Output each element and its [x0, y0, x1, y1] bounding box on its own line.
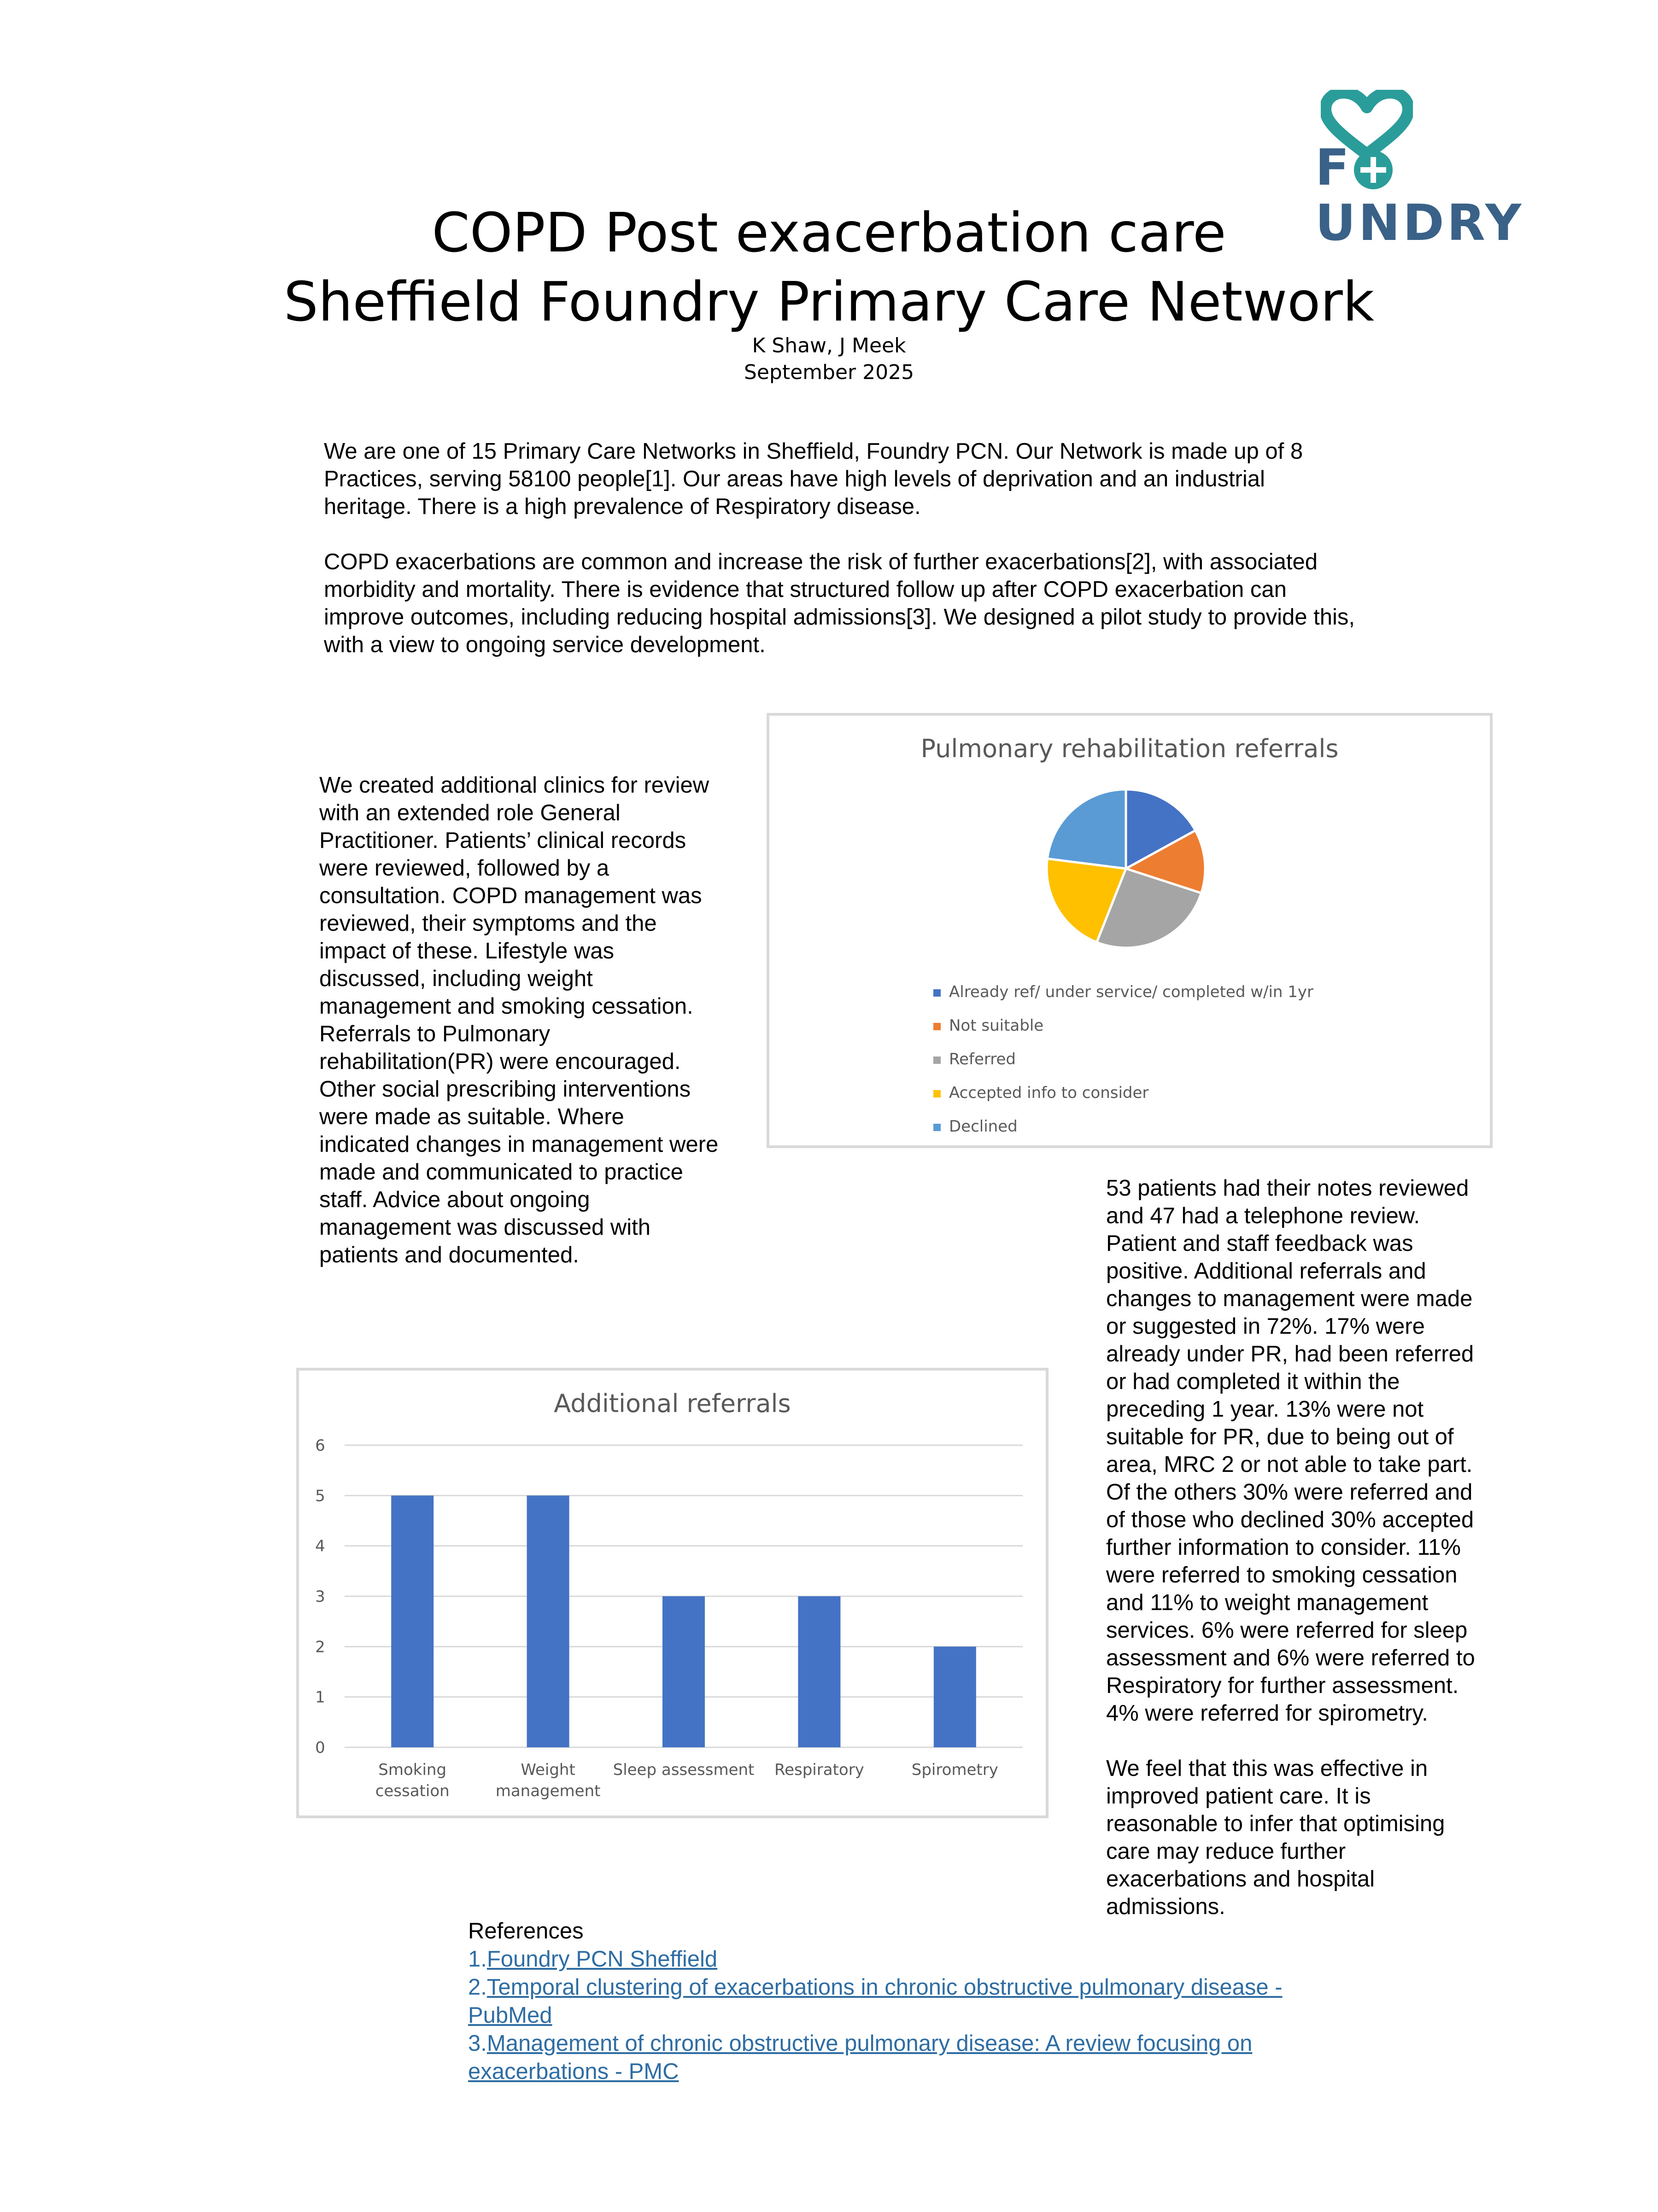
bar-5 — [934, 1646, 976, 1747]
reference-3-link[interactable]: Management of chronic obstructive pulmonary disease: A review focusing on exacerbations - PMC — [468, 2031, 1253, 2084]
pie-legend-swatch-5 — [933, 1124, 941, 1131]
bar-1 — [391, 1495, 434, 1747]
pie-legend-swatch-1 — [933, 989, 941, 997]
bar-category-label-2: Weight management — [495, 1761, 601, 1800]
bar-ytick-label-5: 5 — [315, 1487, 325, 1506]
logo-letter-f: F — [1315, 139, 1352, 197]
reference-2-number: 2. — [468, 1975, 487, 2000]
title-line-2: Sheffield Foundry Primary Care Network — [283, 270, 1375, 333]
bar-category-label-4: Respiratory — [774, 1761, 864, 1779]
bar-category-label-3: Sleep assessment — [613, 1761, 755, 1779]
results-paragraph-1: 53 patients had their notes reviewed and 47 had a telephone review. Patient and staff feedback was positive. Additional referrals and changes to management were made or suggested in 72%. 17% were already under PR, had been referred or had completed it within the preceding 1 year. 13% were not suitable for PR, due to being out of area, MRC 2 or not able to take part. Of the others 30% were referred and of those who declined 30% accepted further information to consider. 11% were referred to smoking cessation and 11% to weight management services. 6% were referred for sleep assessment and 6% were referred to Respiratory for further assessment. 4% were referred for spirometry. — [1106, 1176, 1475, 1726]
results-paragraph-2: We feel that this was effective in improved patient care. It is reasonable to infer that optimising care may reduce further exacerbations and hospital admissions. — [1106, 1756, 1445, 1919]
logo-plus-o-icon — [1354, 151, 1393, 189]
pie-legend-item-2 — [949, 1016, 1043, 1035]
references-heading: References — [468, 1919, 584, 1944]
reference-1 — [468, 1945, 1306, 1973]
reference-3-number: 3. — [468, 2031, 487, 2056]
reference-2 — [468, 1973, 1306, 2030]
bar-category-label-1: Smoking cessation — [375, 1761, 450, 1800]
intro-section — [324, 438, 1356, 659]
references-section — [468, 1917, 1306, 2086]
results-section — [1106, 1174, 1488, 1920]
reference-1-number: 1. — [468, 1947, 487, 1972]
pie-legend-item-4 — [949, 1084, 1148, 1102]
bar-chart-panel — [296, 1368, 1049, 1818]
bar-ytick-label-0: 0 — [315, 1739, 325, 1757]
intro-paragraph-2: COPD exacerbations are common and increase the risk of further exacerbations[2], with associated morbidity and mortality. There is evidence that structured follow up after COPD exacerbation can improve outcomes, including reducing hospital admissions[3]. We designed a pilot study to provide this, with a view to ongoing service development. — [324, 549, 1355, 657]
pie-legend-label-2: Not suitable — [949, 1016, 1044, 1035]
foundry-logo — [1315, 90, 1555, 252]
pie-legend-label-5: Declined — [949, 1117, 1018, 1136]
pie-legend-item-5 — [949, 1117, 1018, 1136]
bar-2 — [527, 1495, 569, 1747]
page-title — [0, 198, 1658, 336]
pie-chart — [767, 713, 1493, 1148]
authors: K Shaw, J Meek — [752, 334, 906, 357]
pie-legend-swatch-4 — [933, 1090, 941, 1097]
bar-3 — [662, 1596, 705, 1747]
intro-paragraph-1: We are one of 15 Primary Care Networks in Sheffield, Foundry PCN. Our Network is made up of 8 Practices, serving 58100 people[1]. Our areas have high levels of deprivation and an industrial heritage. There is a high prevalence of Respiratory disease. — [324, 439, 1303, 519]
pie-legend-item-1 — [949, 983, 1313, 1001]
reference-2-link[interactable]: Temporal clustering of exacerbations in chronic obstructive pulmonary disease - PubMed — [468, 1975, 1283, 2028]
reference-3 — [468, 2030, 1306, 2086]
pie-legend-label-1: Already ref/ under service/ completed w/in 1yr — [949, 983, 1314, 1001]
bar-chart-title: Additional referrals — [554, 1389, 791, 1418]
author-block — [0, 333, 1658, 386]
bar-chart — [296, 1368, 1049, 1818]
reference-1-link[interactable]: Foundry PCN Sheffield — [486, 1947, 718, 1972]
pie-legend-swatch-2 — [933, 1023, 941, 1030]
pie-slice-5 — [1047, 789, 1126, 869]
bar-ytick-label-6: 6 — [315, 1436, 325, 1455]
methods-text: We created additional clinics for review with an extended role General Practitioner. Patients’ clinical records were reviewed, followed by a consultation. COPD management was reviewed, their symptoms and the impact of these. Lifestyle was discussed, including weight management and smoking cessation. Referrals to Pulmonary rehabilitation(PR) were encouraged. Other social prescribing interventions were made as suitable. Where indicated changes in management were made and communicated to practice staff. Advice about ongoing management was discussed with patients and documented. — [319, 773, 719, 1267]
title-line-1: COPD Post exacerbation care — [432, 201, 1226, 264]
pie-legend-item-3 — [949, 1050, 1016, 1068]
logo-letters-undry: UNDRY — [1315, 194, 1524, 252]
bar-ytick-label-4: 4 — [315, 1537, 325, 1556]
pie-legend-label-3: Referred — [949, 1050, 1016, 1068]
bar-ytick-label-3: 3 — [315, 1588, 325, 1606]
bar-ytick-label-1: 1 — [315, 1688, 325, 1707]
pie-chart-title: Pulmonary rehabilitation referrals — [920, 734, 1339, 763]
bar-4 — [798, 1596, 840, 1747]
bar-ytick-label-2: 2 — [315, 1638, 325, 1657]
bar-category-label-5: Spirometry — [911, 1761, 998, 1779]
pie-chart-panel — [767, 713, 1493, 1148]
pie-legend-label-4: Accepted info to consider — [949, 1084, 1149, 1102]
pie-legend-swatch-3 — [933, 1056, 941, 1064]
date: September 2025 — [744, 361, 914, 384]
